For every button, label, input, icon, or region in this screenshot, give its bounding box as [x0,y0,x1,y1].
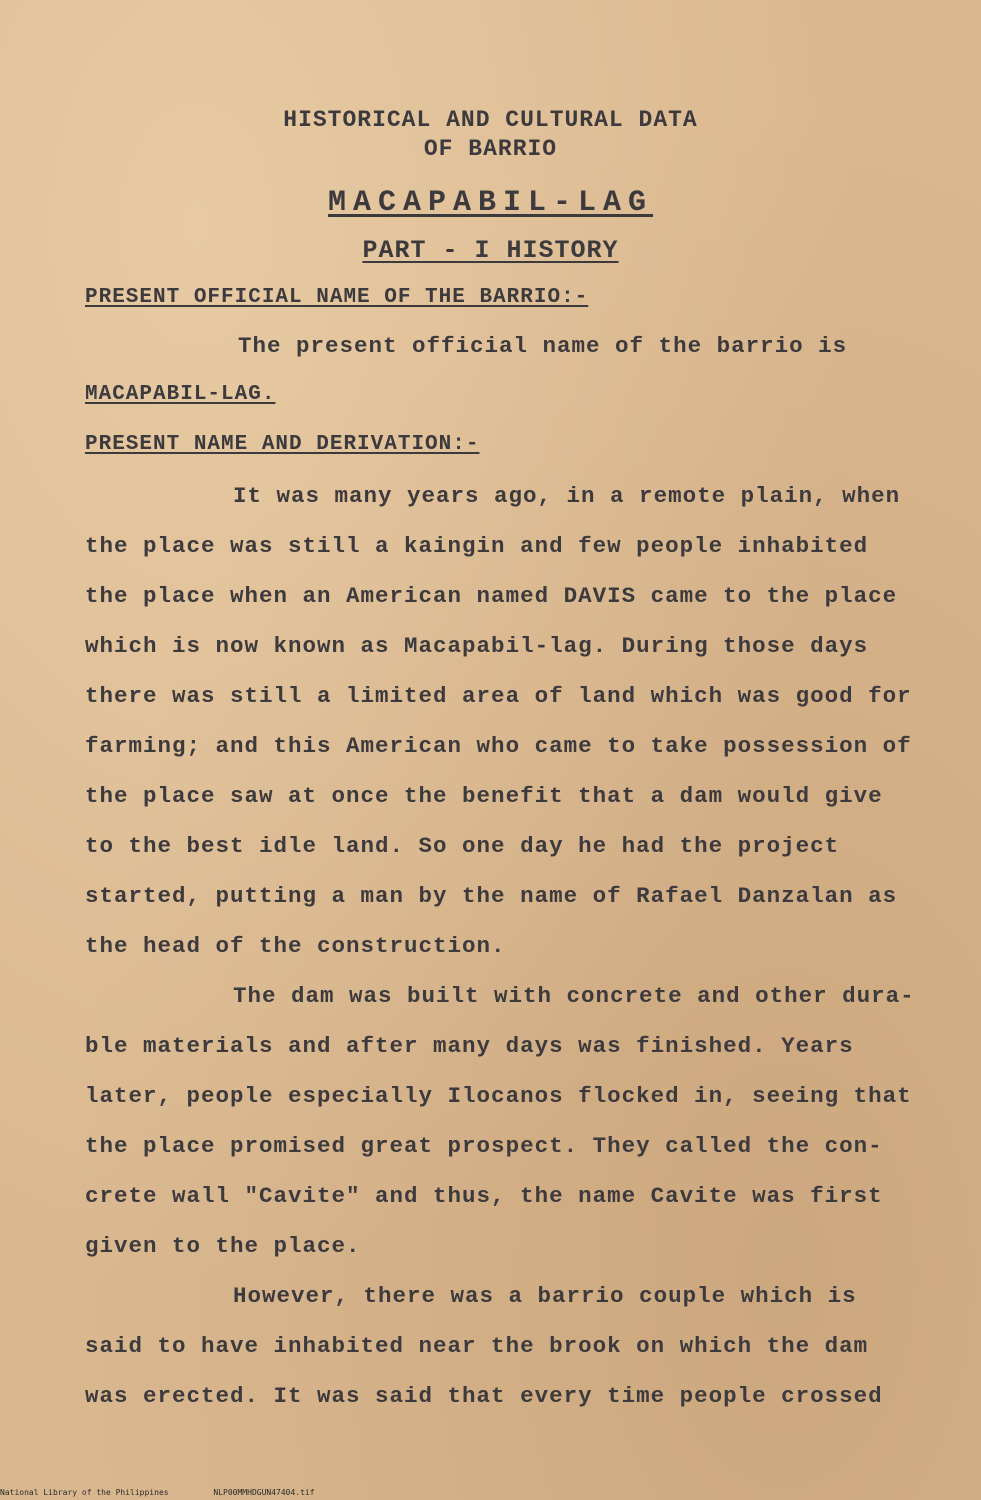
section-heading-derivation: PRESENT NAME AND DERIVATION:- [85,433,480,456]
paragraph-line: the place when an American named DAVIS came to the place [85,583,898,609]
footer-library: National Library of the Philippines [0,1488,169,1497]
paragraph-line: later, people especially Ilocanos flocked in, seeing that [85,1083,912,1109]
paragraph-line: the place promised great prospect. They called the con- [85,1133,883,1159]
paragraph-line: to the best idle land. So one day he had the project [85,833,840,859]
part-heading: PART - I HISTORY [362,236,619,265]
paragraph-line: the place saw at once the benefit that a dam would give [85,783,883,809]
document-title-line2: OF BARRIO [423,136,558,162]
paragraph-line: said to have inhabited near the brook on which the dam [85,1333,869,1359]
section-text-barrio-name: MACAPABIL-LAG. [85,383,276,406]
scan-footer [0,1488,355,1497]
document-title-line1: HISTORICAL AND CULTURAL DATA [283,107,698,133]
section-text-line: The present official name of the barrio is [238,333,848,359]
paragraph-line: ble materials and after many days was finished. Years [85,1033,854,1059]
paragraph-line: farming; and this American who came to take possession of [85,733,912,759]
paragraph-line: crete wall "Cavite" and thus, the name Cavite was first [85,1183,883,1209]
paragraph-line: started, putting a man by the name of Rafael Danzalan as [85,883,898,909]
footer-filename: NLP00MMHDGUN47404.tif [213,1488,315,1497]
paragraph-line: the place was still a kaingin and few people inhabited [85,533,869,559]
paragraph-line: It was many years ago, in a remote plain, when [233,483,901,509]
paragraph-line: was erected. It was said that every time people crossed [85,1383,883,1409]
paragraph-line: the head of the construction. [85,933,506,959]
paragraph-line: The dam was built with concrete and other dura- [233,983,915,1009]
barrio-name: MACAPABIL-LAG [327,186,654,220]
paragraph-line: However, there was a barrio couple which is [233,1283,857,1309]
section-heading-official-name: PRESENT OFFICIAL NAME OF THE BARRIO:- [85,286,589,309]
paragraph-line: given to the place. [85,1233,361,1259]
paragraph-line: there was still a limited area of land which was good for [85,683,912,709]
paragraph-line: which is now known as Macapabil-lag. During those days [85,633,869,659]
